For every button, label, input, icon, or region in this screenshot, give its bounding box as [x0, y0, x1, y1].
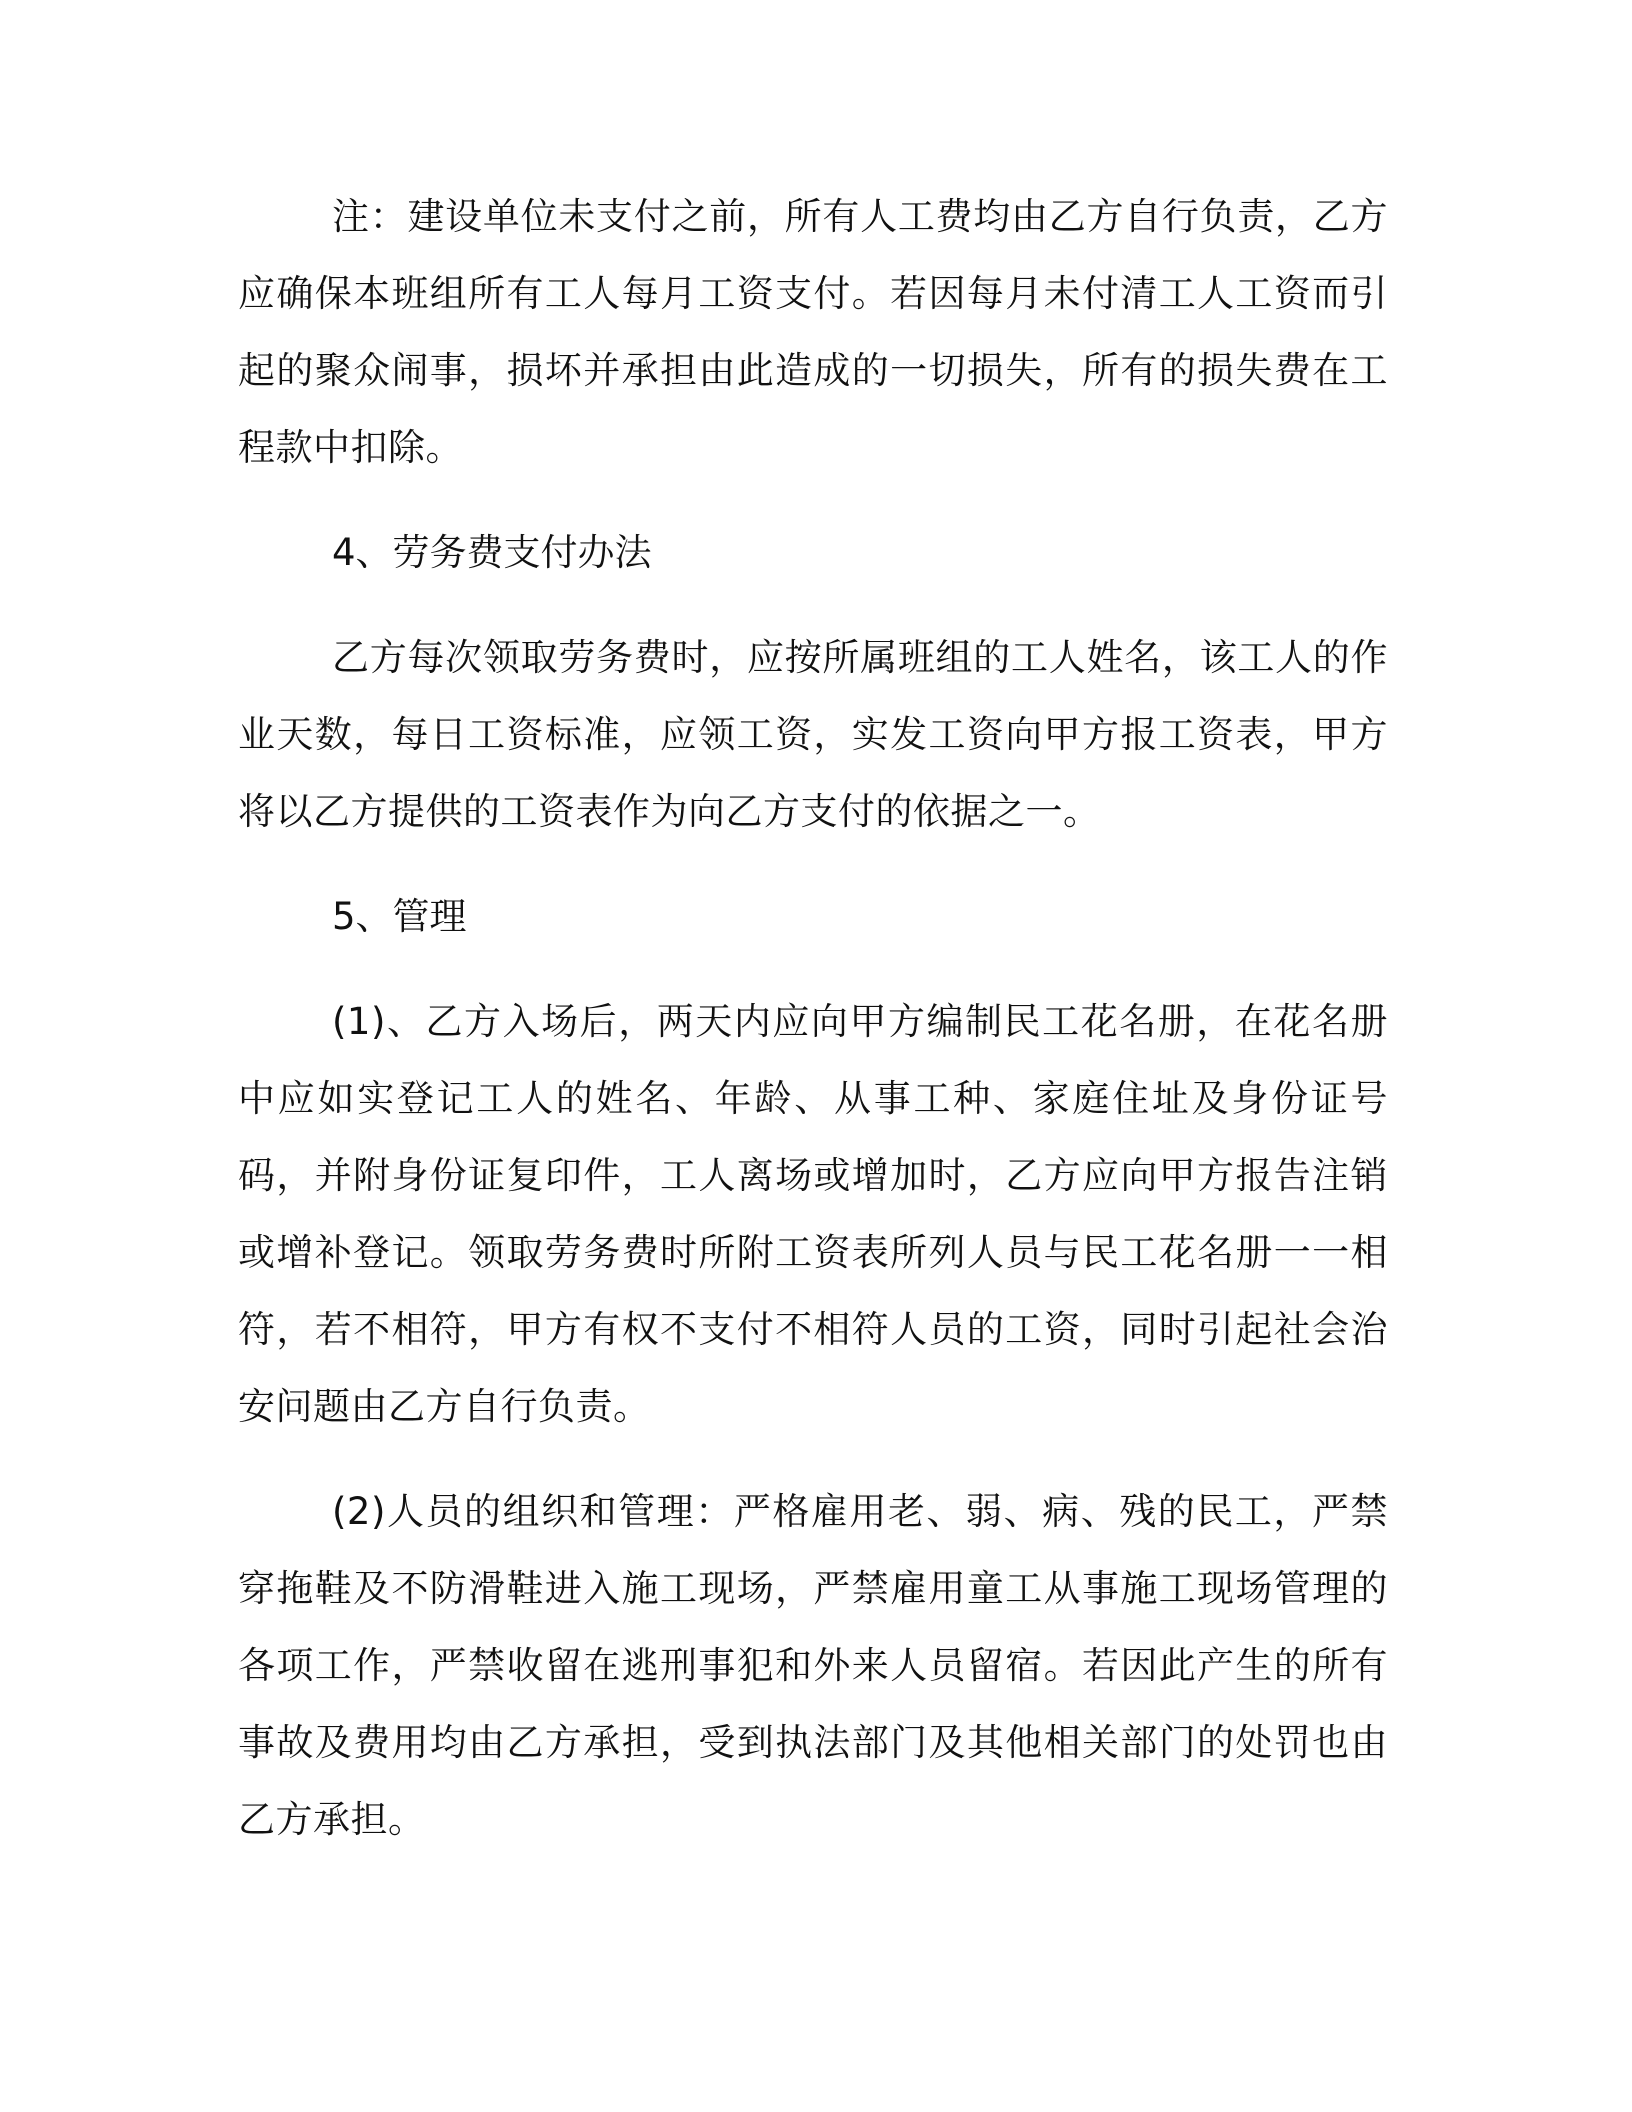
section-heading-management: 5、管理	[332, 895, 467, 938]
note-paragraph: 注：建设单位未支付之前，所有人工费均由乙方自行负责，乙方应确保本班组所有工人每月工资支付。若因每月未付清工人工资而引起的聚众闹事，损坏并承担由此造成的一切损失，所有的损失费在工程款中扣除。	[238, 195, 1388, 469]
payment-paragraph: 乙方每次领取劳务费时，应按所属班组的工人姓名，该工人的作业天数，每日工资标准，应领工资，实发工资向甲方报工资表，甲方将以乙方提供的工资表作为向乙方支付的依据之一。	[238, 636, 1388, 833]
management-paragraph-1: (1)、乙方入场后，两天内应向甲方编制民工花名册，在花名册中应如实登记工人的姓名、年龄、从事工种、家庭住址及身份证号码，并附身份证复印件，工人离场或增加时，乙方应向甲方报告注销或增补登记。领取劳务费时所附工资表所列人员与民工花名册一一相符，若不相符，甲方有权不支付不相符人员的工资，同时引起社会治安问题由乙方自行负责。	[238, 1000, 1388, 1428]
document-page	[238, 178, 1388, 1886]
section-heading-payment: 4、劳务费支付办法	[332, 531, 652, 574]
management-paragraph-2: (2)人员的组织和管理：严格雇用老、弱、病、残的民工，严禁穿拖鞋及不防滑鞋进入施工现场，严禁雇用童工从事施工现场管理的各项工作，严禁收留在逃刑事犯和外来人员留宿。若因此产生的所有事故及费用均由乙方承担，受到执法部门及其他相关部门的处罚也由乙方承担。	[238, 1490, 1388, 1841]
